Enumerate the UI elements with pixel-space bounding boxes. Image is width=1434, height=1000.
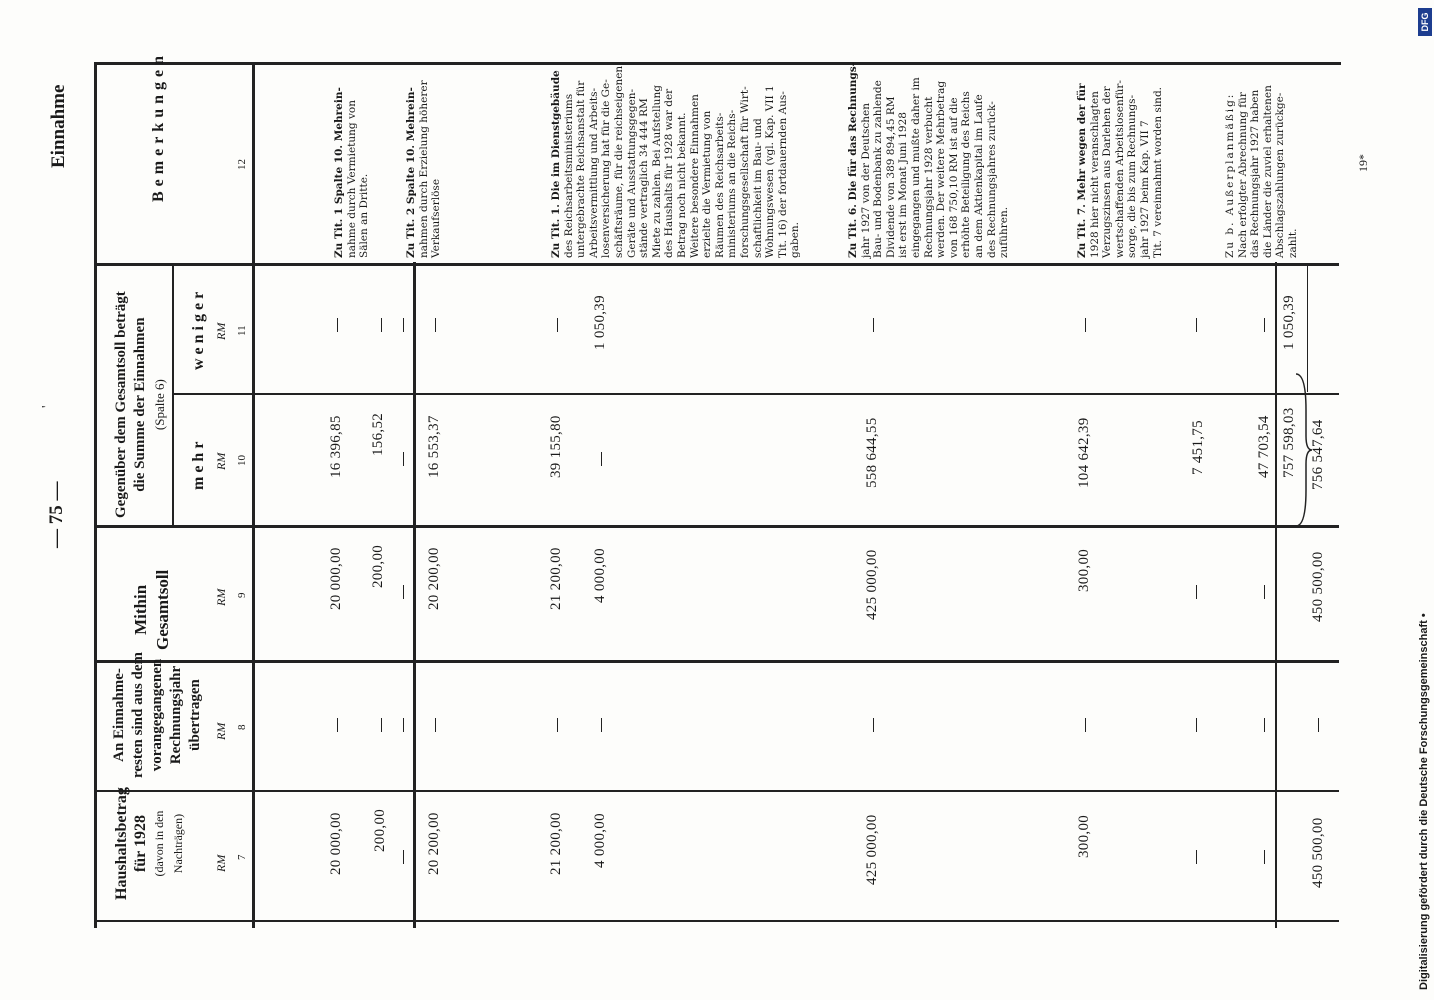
- table-bottom-rule: [94, 920, 1339, 922]
- cell-r5-c9: 21 200,00: [548, 547, 564, 610]
- column-7-title-line-2: für 1928: [132, 815, 149, 873]
- remark-3-line-20: gaben.: [789, 221, 802, 258]
- remark-5-line-6: jahr 1927 beim Kap. VII 7: [1138, 120, 1151, 258]
- column-11-title: weniger: [190, 287, 207, 370]
- cell-r9-c8: [1196, 718, 1197, 732]
- cell-r12-c9: 450 500,00: [1310, 551, 1326, 622]
- cell-r9-c9: [1196, 585, 1197, 599]
- cell-r1-c7: 20 000,00: [328, 812, 344, 875]
- remark-1-line-3: Sälen an Dritte.: [358, 173, 371, 258]
- column-8-title-line-5: übertragen: [187, 679, 203, 751]
- cell-r4-c9: 20 200,00: [426, 547, 442, 610]
- remark-6-line-5: Abschlagszahlungen zurückge-: [1274, 92, 1287, 258]
- group-title-line-1: Gegenüber dem Gesamtsoll beträgt: [113, 291, 129, 518]
- remark-3-line-7: Geräte und Ausstattungsgegen-: [625, 88, 638, 258]
- remark-3-line-1: Zu Tit. 1. Die im Dienstgebäude: [550, 70, 562, 258]
- column-12-number: 12: [236, 159, 248, 170]
- remark-3-line-19: Tit. 16) der fortdauernden Aus-: [776, 91, 789, 258]
- cell-r4-c10: 16 553,37: [426, 415, 442, 478]
- remark-4-line-2: jahr 1927 von der Deutschen: [859, 103, 872, 258]
- remark-3-line-10: des Haushalts für 1928 war der: [663, 88, 676, 258]
- remark-5-line-4: wertschaffenden Arbeitslosenfür-: [1113, 80, 1126, 258]
- remark-4-line-12: des Rechnungsjahres zurück-: [985, 101, 998, 258]
- cell-r1-c10: 16 396,85: [328, 415, 344, 478]
- remark-3-line-9: Miete zu zahlen. Bei Aufstellung: [650, 85, 663, 258]
- remark-6: [1224, 85, 1300, 258]
- cell-r10-c10: 47 703,54: [1256, 415, 1272, 478]
- cell-r5-c11: [557, 318, 558, 332]
- remark-2-line-1: Zu Tit. 2 Spalte 10. Mehrein-: [405, 87, 417, 258]
- cell-r10-c7: [1264, 850, 1265, 864]
- cell-r6-c9: 4 000,00: [592, 548, 608, 603]
- column-10-unit: RM: [214, 452, 228, 470]
- cell-r12-c8: [1318, 718, 1319, 732]
- remark-5-line-2: 1928 hier nicht veranschlagten: [1088, 91, 1101, 258]
- section-title: Einnahme: [48, 84, 69, 168]
- column-7-number: 7: [236, 854, 248, 860]
- cell-r1-c8: [337, 718, 338, 732]
- remark-3-line-2: des Reichsarbeitsministeriums: [562, 93, 575, 258]
- cell-r4-c7: 20 200,00: [426, 812, 442, 875]
- column-7-sub-line-2: Nachträgen): [171, 813, 185, 874]
- cell-r3-c10: [403, 452, 404, 466]
- cell-r8-c9: 300,00: [1076, 548, 1092, 592]
- remark-4-line-6: eingegangen und mußte daher im: [909, 77, 922, 258]
- digitization-note: Digitalisierung gefördert durch die Deutsche Forschungsgemeinschaft •: [1418, 613, 1430, 990]
- remark-1: [333, 87, 371, 258]
- remark-5-line-3: Verzugszinsen aus Darlehen der: [1101, 86, 1114, 258]
- remark-3-line-15: ministeriums an die Reichs-: [726, 109, 739, 258]
- column-7-unit: RM: [214, 854, 228, 872]
- cell-r6-c11: 1 050,39: [592, 295, 608, 350]
- remark-3-line-18: Wohnungswesen (vgl. Kap. VII 1: [764, 85, 777, 258]
- cell-r11-c10: 757 598,03: [1281, 407, 1297, 478]
- column-9-number: 9: [236, 592, 248, 598]
- cell-r5-c7: 21 200,00: [548, 812, 564, 875]
- remark-6-line-2: Nach erfolgter Abrechnung für: [1236, 92, 1249, 258]
- remark-1-line-1: Zu Tit. 1 Spalte 10. Mehrein-: [333, 87, 345, 258]
- remark-4-line-13: zuführen.: [998, 206, 1011, 258]
- cell-r9-c11: [1196, 318, 1197, 332]
- dfg-logo: [1418, 8, 1432, 36]
- remark-3: [550, 66, 802, 258]
- col-rule-7-8: [94, 790, 1339, 792]
- column-8-unit: RM: [214, 722, 228, 740]
- column-header-7: [112, 787, 188, 900]
- remark-3-line-13: erzielte die Vermietung von: [701, 110, 714, 258]
- cell-r8-c7: 300,00: [1076, 814, 1092, 858]
- cell-r6-c7: 4 000,00: [592, 813, 608, 868]
- cell-r7-c7: 425 000,00: [864, 814, 880, 885]
- column-9-unit: RM: [214, 588, 228, 606]
- group-subrule: [172, 263, 174, 527]
- cell-r7-c11: [873, 318, 874, 332]
- cell-r4-c8: [435, 718, 436, 732]
- remark-4-line-5: ist erst im Monat Juni 1928: [897, 112, 910, 258]
- remark-4-line-10: erhöhte Beteiligung des Reichs: [960, 91, 973, 258]
- footer-mark: 19*: [1356, 154, 1370, 172]
- remark-5-line-7: Tit. 7 vereinnahmt worden sind.: [1151, 86, 1164, 258]
- cell-r7-c10: 558 644,55: [864, 417, 880, 488]
- remark-3-line-6: schäftsräume, für die reichseigenen: [612, 65, 625, 258]
- col-rule-9-10: [94, 525, 1339, 528]
- dfg-logo-text: DFG: [1420, 12, 1430, 32]
- remark-3-line-4: Arbeitsvermittlung und Arbeits-: [587, 88, 600, 258]
- remark-5-line-5: sorge, die bis zum Rechnungs-: [1126, 94, 1139, 258]
- page-number: — 75 —: [46, 481, 67, 548]
- cell-r10-c8: [1264, 718, 1265, 732]
- cell-r7-c9: 425 000,00: [864, 549, 880, 620]
- section-rule-1: [413, 262, 416, 928]
- remark-3-line-14: Räumen des Reichsarbeits-: [713, 112, 726, 258]
- column-8-number: 8: [236, 724, 248, 730]
- group-title-line-3: (Spalte 6): [152, 379, 167, 431]
- col-rule-8-9: [94, 660, 1339, 663]
- remark-3-line-5: losenversicherung hat für die Ge-: [600, 79, 613, 258]
- remark-6-line-1: Zu b. Außerplanmäßig:: [1224, 92, 1236, 258]
- cell-r8-c10: 104 642,39: [1076, 417, 1092, 488]
- column-8-title-line-2: resten sind aus dem: [130, 652, 146, 778]
- remark-4-line-8: werden. Der weitere Mehrbetrag: [935, 80, 948, 258]
- column-header-8: [110, 652, 205, 778]
- cell-r6-c10: [601, 452, 602, 466]
- remark-2-line-3: Verkaufserlöse: [430, 178, 443, 258]
- cell-r2-c10: 156,52: [370, 412, 386, 456]
- remark-5-line-1: Zu Tit. 7. Mehr wegen der für: [1076, 83, 1088, 258]
- column-9-title-line-1: Mithin: [131, 584, 150, 635]
- remark-6-line-6: zahlt.: [1286, 228, 1299, 258]
- cell-r1-c11: [337, 318, 338, 332]
- column-9-title-line-2: Gesamtsoll: [153, 569, 172, 650]
- remark-4: [847, 62, 1011, 258]
- remark-3-line-3: untergebrachte Reichsanstalt für: [575, 80, 588, 258]
- column-8-title-line-3: vorangegangenen: [149, 658, 165, 772]
- cell-r5-c10: 39 155,80: [548, 415, 564, 478]
- cell-r8-c8: [1085, 718, 1086, 732]
- remark-2-line-2: nahmen durch Erzielung höherer: [417, 80, 430, 258]
- remark-4-line-1: Zu Tit. 6. Die für das Rechnungs-: [847, 62, 859, 258]
- remark-3-line-12: Weitere besondere Einnahmen: [688, 94, 701, 258]
- header-rule: [252, 62, 255, 928]
- column-11-unit: RM: [214, 322, 228, 340]
- remark-3-line-8: stände vertraglich 34 444 RM: [638, 98, 651, 258]
- remark-5: [1076, 80, 1164, 258]
- cell-r3-c11: [403, 318, 404, 332]
- cell-r10-c9: [1264, 585, 1265, 599]
- column-10-number: 10: [236, 455, 248, 466]
- stray-mark: ': [40, 405, 55, 408]
- cell-r4-c11: [435, 318, 436, 332]
- group-title-line-2: die Summe der Einnahmen: [132, 317, 148, 492]
- cell-r9-c10: 7 451,75: [1190, 420, 1206, 475]
- cell-r7-c8: [873, 718, 874, 732]
- cell-r2-c9: 200,00: [370, 544, 386, 588]
- col-rule-11-12: [94, 263, 1339, 266]
- cell-r12-c7: 450 500,00: [1310, 817, 1326, 888]
- section-rule-2: [1275, 262, 1277, 928]
- column-11-number: 11: [236, 325, 248, 336]
- column-8-title-line-4: Rechnungsjahr: [168, 665, 184, 765]
- table-top-rule: [94, 62, 1341, 65]
- remark-1-line-2: nahme durch Vermietung von: [345, 100, 358, 258]
- column-8-title-line-1: An Einnahme-: [111, 668, 127, 762]
- cell-r2-c11: [381, 318, 382, 332]
- column-header-9: [130, 570, 174, 650]
- remark-4-line-4: Dividende von 389 894,45 RM: [884, 96, 897, 258]
- cell-r1-c9: 20 000,00: [328, 547, 344, 610]
- column-7-sub-line-1: (davon in den: [152, 810, 166, 877]
- cell-r3-c7: [403, 850, 404, 864]
- remark-4-line-3: Bau- und Bodenbank zu zahlende: [872, 80, 885, 258]
- remark-3-line-11: Betrag noch nicht bekannt.: [675, 112, 688, 258]
- cell-r11-c11: 1 050,39: [1281, 295, 1297, 350]
- cell-r3-c9: [403, 585, 404, 599]
- cell-r9-c7: [1196, 850, 1197, 864]
- cell-r8-c11: [1085, 318, 1086, 332]
- table-left-rule: [94, 62, 97, 928]
- col-rule-10-11: [174, 393, 1339, 395]
- remark-6-line-3: das Rechnungsjahr 1927 haben: [1249, 89, 1262, 258]
- cell-r6-c8: [601, 718, 602, 732]
- remark-6-line-4: die Länder die zuviel erhaltenen: [1261, 85, 1274, 258]
- cell-r2-c7: 200,00: [372, 808, 388, 852]
- cell-r10-c11: [1264, 318, 1265, 332]
- column-group-header: [112, 291, 169, 518]
- column-10-title: mehr: [190, 437, 207, 490]
- remark-4-line-11: an dem Aktienkapital im Laufe: [972, 94, 985, 258]
- column-12-title: Bemerkungen: [150, 51, 167, 202]
- remark-2: [405, 80, 443, 258]
- cell-r2-c8: [381, 718, 382, 732]
- remark-4-line-9: von 168 750,10 RM ist auf die: [947, 97, 960, 258]
- remark-3-line-16: forschungsgesellschaft für Wirt-: [738, 86, 751, 258]
- cell-r3-c8: [403, 718, 404, 732]
- column-7-title-line-1: Haushaltsbetrag: [113, 787, 130, 900]
- cell-r5-c8: [557, 718, 558, 732]
- cell-r12-c10: 756 547,64: [1310, 419, 1326, 490]
- remark-4-line-7: Rechnungsjahr 1928 verbucht: [922, 96, 935, 258]
- remark-3-line-17: schaftlichkeit im Bau- und: [751, 118, 764, 258]
